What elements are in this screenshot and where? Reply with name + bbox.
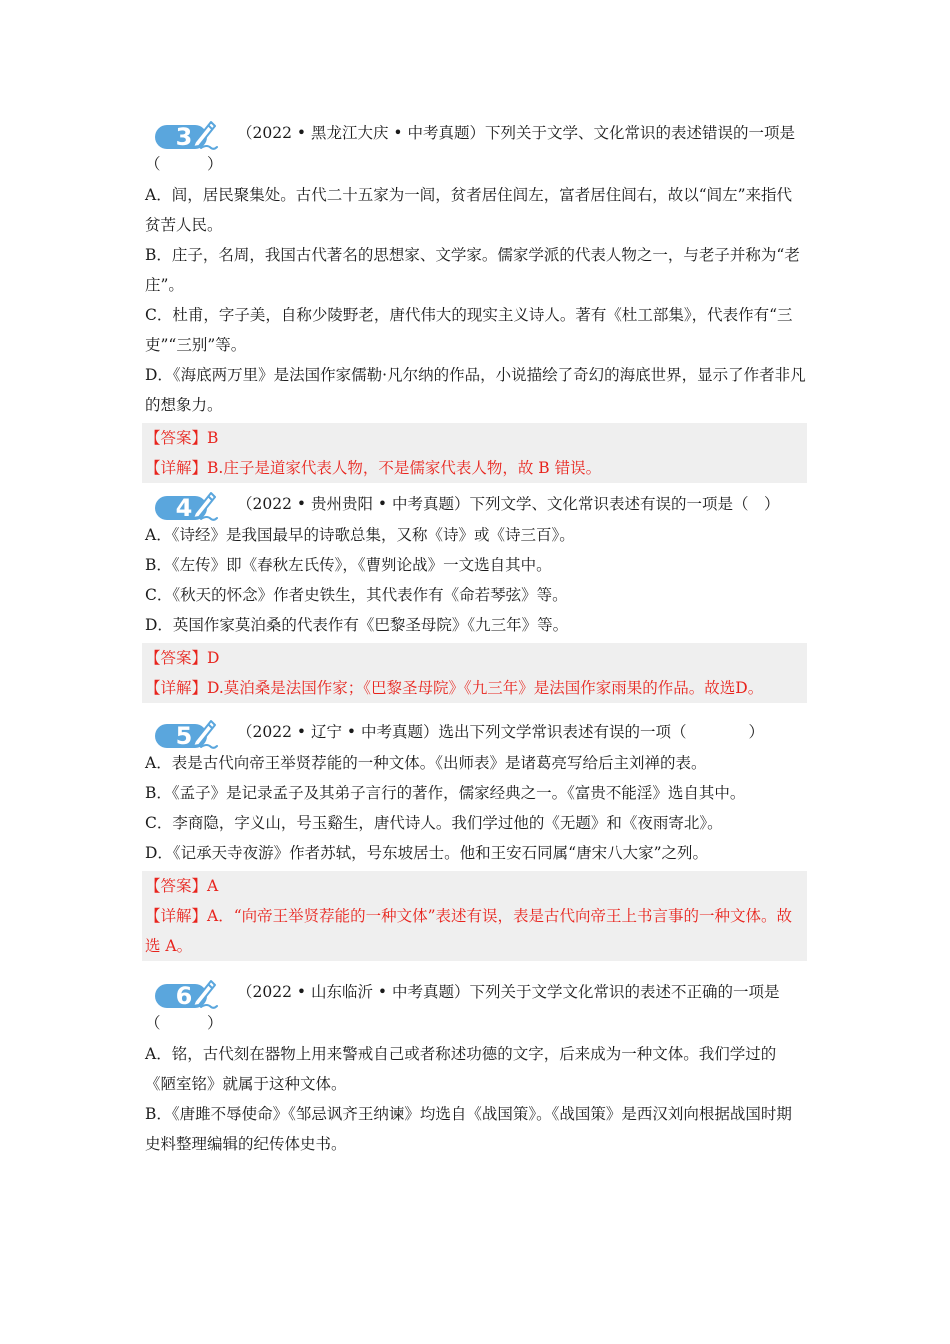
option-a: A．闾，居民聚集处。古代二十五家为一闾，贫者居住闾左，富者居住闾右，故以“闾左”来指代贫苦人民。 — [145, 186, 793, 234]
answer-line: 【答案】D — [145, 649, 220, 667]
option-b: B．庄子，名周，我国古代著名的思想家、文学家。儒家学派的代表人物之一，与老子并称为“老庄”。 — [145, 246, 800, 294]
question-3 — [145, 118, 807, 483]
option-c: C．杜甫，字子美，自称少陵野老，唐代伟大的现实主义诗人。著有《杜工部集》，代表作有“三吏”“三别”等。 — [145, 306, 793, 354]
explanation-line: 【详解】D.莫泊桑是法国作家；《巴黎圣母院》《九三年》是法国作家雨果的作品。故选D。 — [145, 679, 764, 697]
question-6 — [145, 977, 807, 1159]
question-4 — [145, 489, 807, 703]
option-d: D．《海底两万里》是法国作家儒勒·凡尔纳的作品，小说描绘了奇幻的海底世界，显示了作者非凡的想象力。 — [145, 366, 806, 414]
explanation-line: 【详解】A．“向帝王举贤荐能的一种文体”表述有误，表是古代向帝王上书言事的一种文体。故选 A。 — [145, 907, 793, 955]
question-number: 5 — [175, 722, 193, 750]
question-stem: （2022 • 山东临沂 • 中考真题）下列关于文学文化常识的表述不正确的一项是（ ） — [145, 983, 780, 1032]
option-a: A．铭，古代刻在器物上用来警戒自己或者称述功德的文字，后来成为一种文体。我们学过的《陋室铭》就属于这种文体。 — [145, 1045, 777, 1093]
answer-box — [142, 643, 807, 703]
option-c: C．李商隐，字义山，号玉谿生，唐代诗人。我们学过他的《无题》和《夜雨寄北》。 — [145, 814, 723, 832]
option-d: D．英国作家莫泊桑的代表作有《巴黎圣母院》《九三年》等。 — [145, 616, 569, 634]
answer-line: 【答案】B — [145, 429, 219, 447]
question-number: 3 — [175, 123, 193, 151]
question-5 — [145, 717, 807, 961]
document-page — [145, 118, 807, 1159]
question-number: 4 — [175, 494, 193, 522]
question-stem: （2022 • 辽宁 • 中考真题）选出下列文学常识表述有误的一项（ ） — [237, 723, 764, 741]
option-b: B．《唐雎不辱使命》《邹忌讽齐王纳谏》均选自《战国策》。《战国策》是西汉刘向根据战国时期史料整理编辑的纪传体史书。 — [145, 1105, 792, 1153]
option-b: B．《左传》即《春秋左氏传》，《曹刿论战》一文选自其中。 — [145, 556, 552, 574]
answer-line: 【答案】A — [145, 877, 219, 895]
answer-box — [142, 423, 807, 483]
option-a: A．表是古代向帝王举贤荐能的一种文体。《出师表》是诸葛亮写给后主刘禅的表。 — [145, 754, 707, 772]
option-a: A．《诗经》是我国最早的诗歌总集，又称《诗》或《诗三百》。 — [145, 526, 575, 544]
question-stem: （2022 • 黑龙江大庆 • 中考真题）下列关于文学、文化常识的表述错误的一项是（ ） — [145, 124, 795, 173]
option-c: C．《秋天的怀念》作者史铁生，其代表作有《命若琴弦》等。 — [145, 586, 568, 604]
option-b: B．《孟子》是记录孟子及其弟子言行的著作，儒家经典之一。《富贵不能淫》选自其中。 — [145, 784, 746, 802]
option-d: D．《记承天寺夜游》作者苏轼，号东坡居士。他和王安石同属“唐宋八大家”之列。 — [145, 844, 709, 862]
question-stem: （2022 • 贵州贵阳 • 中考真题）下列文学、文化常识表述有误的一项是（ ） — [237, 495, 780, 513]
explanation-line: 【详解】B.庄子是道家代表人物，不是儒家代表人物，故 B 错误。 — [145, 459, 602, 477]
answer-box — [142, 871, 807, 961]
question-number: 6 — [175, 982, 193, 1010]
